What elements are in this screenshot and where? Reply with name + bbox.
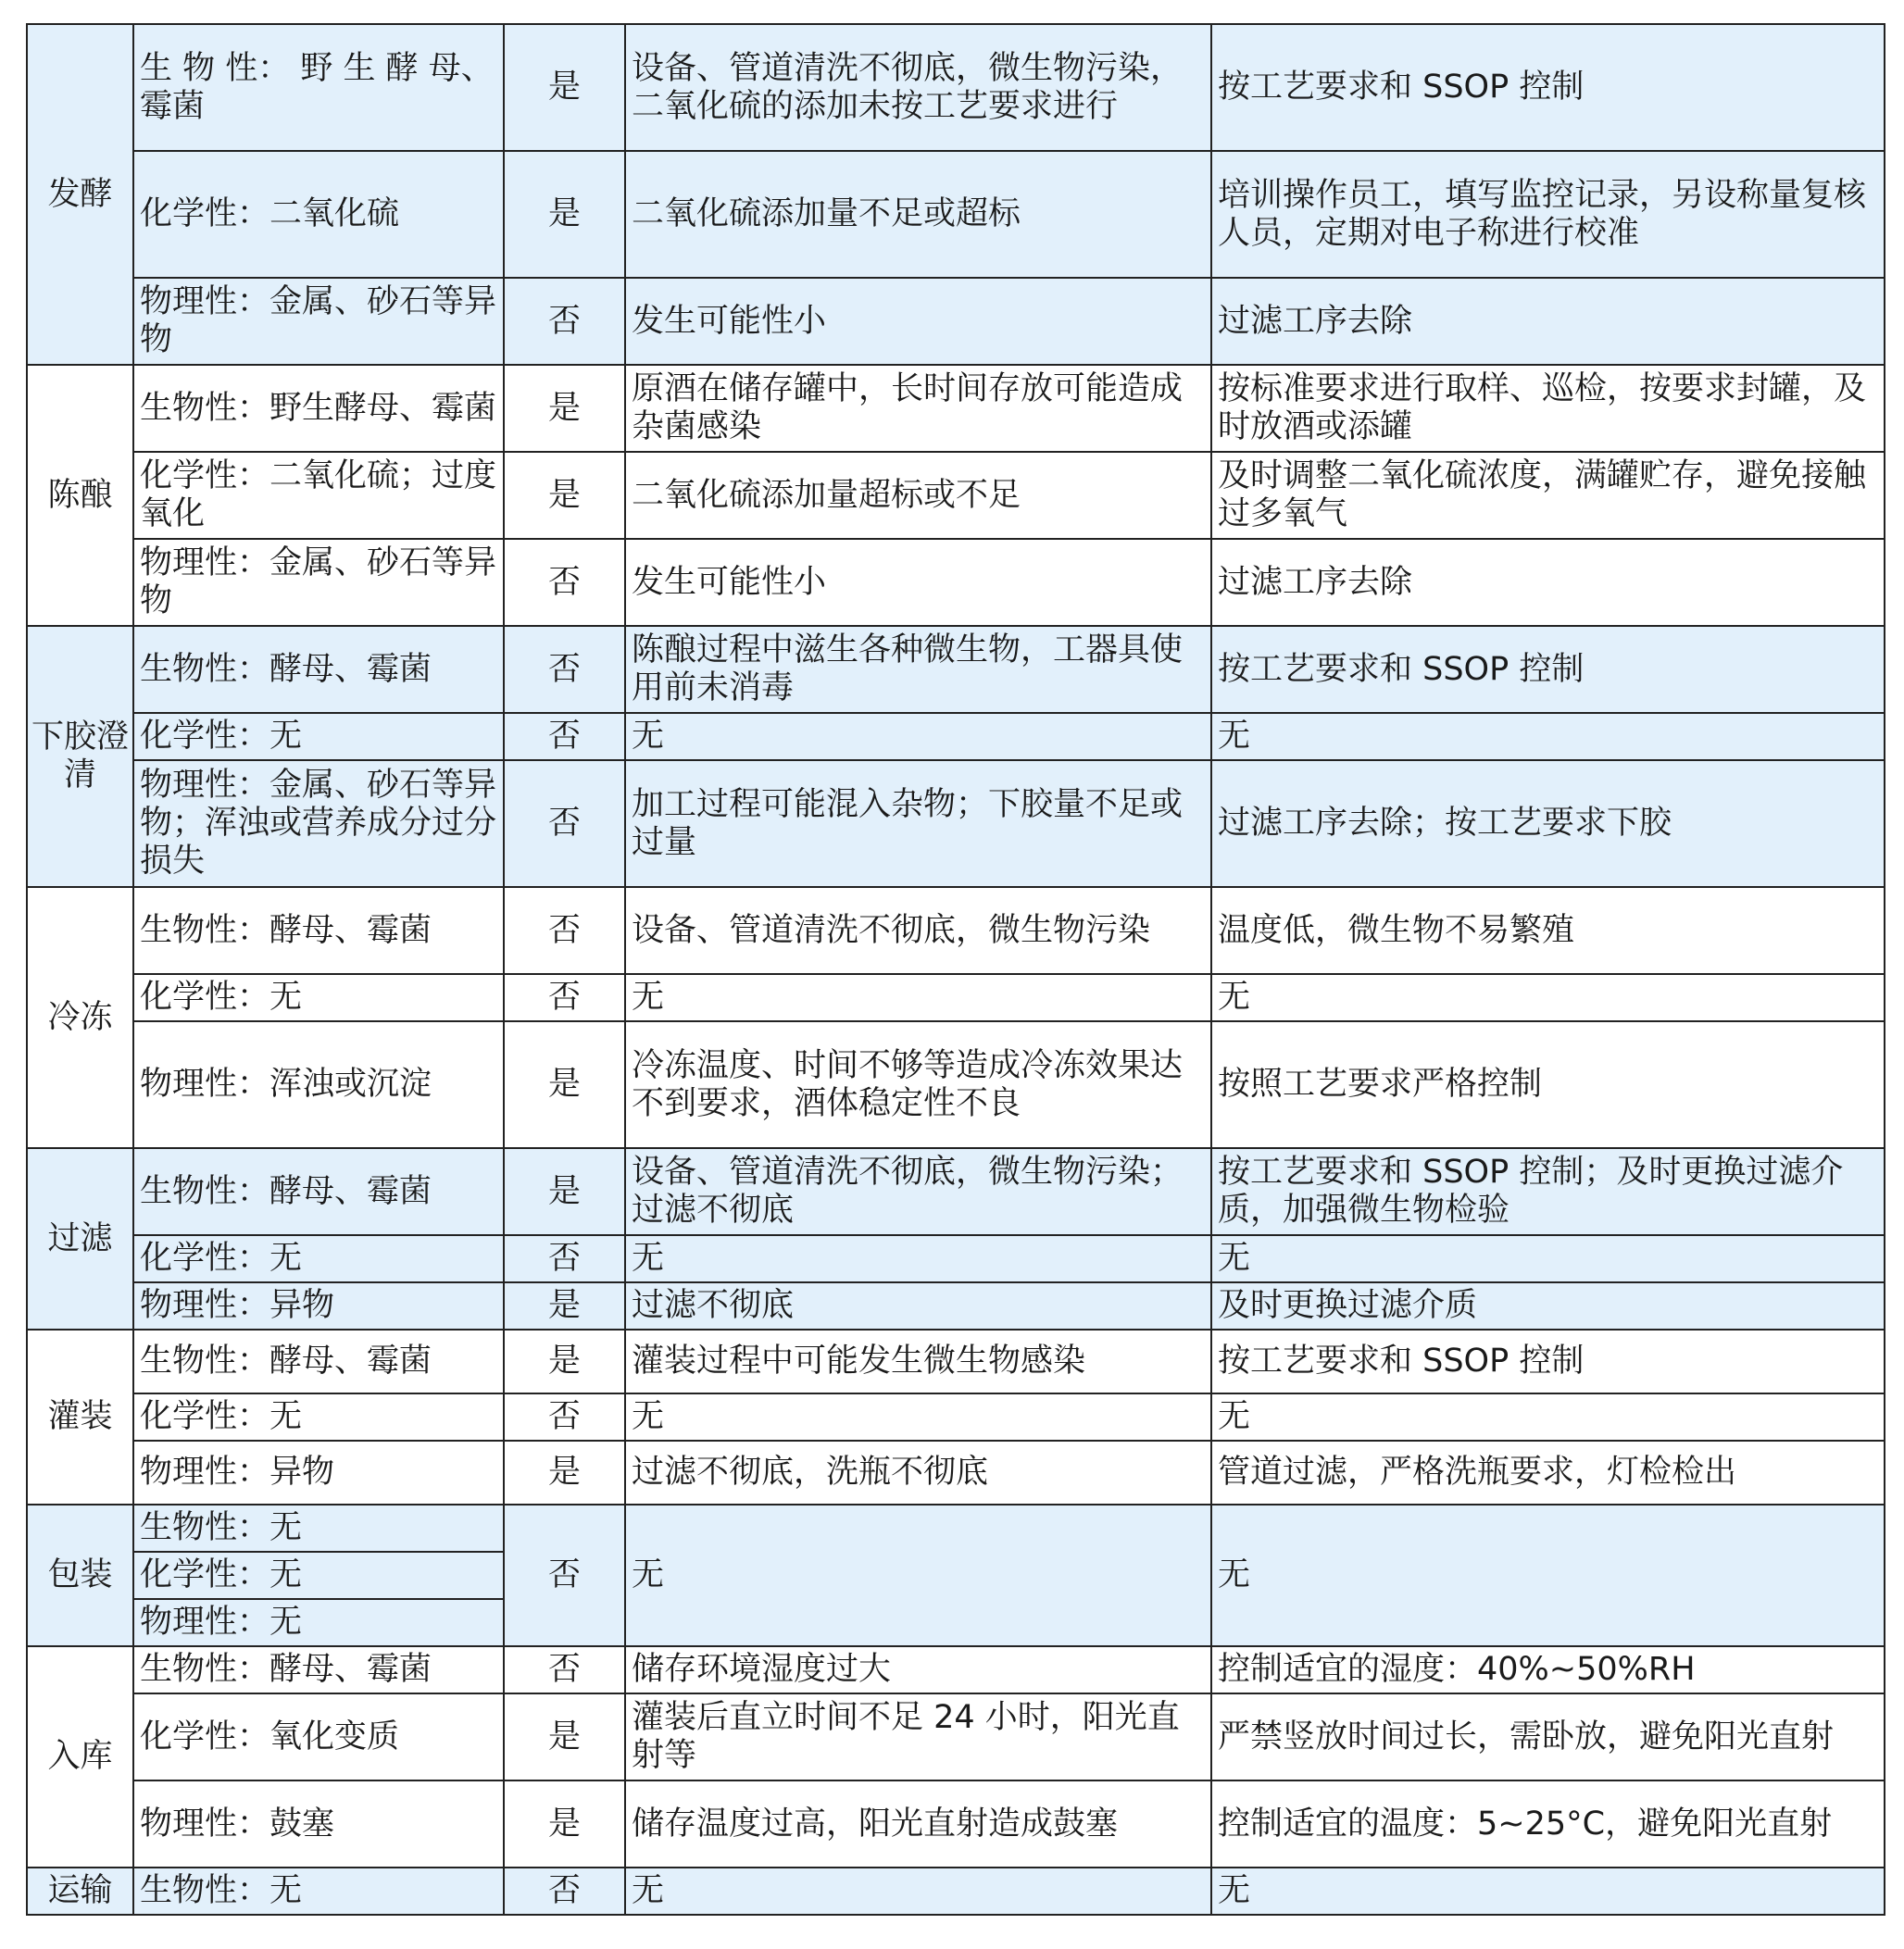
control-measure-cell: 温度低，微生物不易繁殖 [1211, 887, 1885, 974]
table-row [27, 278, 1885, 365]
control-measure-cell: 按工艺要求和 SSOP 控制 [1211, 626, 1885, 713]
hazard-cell: 生物性：酵母、霉菌 [133, 1148, 504, 1235]
reason-cell: 储存温度过高，阳光直射造成鼓塞 [625, 1780, 1211, 1868]
significance-cell: 是 [504, 24, 625, 151]
control-measure-cell: 无 [1211, 1235, 1885, 1282]
reason-cell: 灌装过程中可能发生微生物感染 [625, 1330, 1211, 1393]
significance-cell: 否 [504, 1646, 625, 1693]
control-measure-cell: 按照工艺要求严格控制 [1211, 1021, 1885, 1148]
significance-cell: 否 [504, 539, 625, 626]
reason-cell: 无 [625, 1393, 1211, 1441]
control-measure-cell: 过滤工序去除 [1211, 278, 1885, 365]
reason-cell: 冷冻温度、时间不够等造成冷冻效果达不到要求，酒体稳定性不良 [625, 1021, 1211, 1148]
hazard-cell: 生 物 性： 野 生 酵 母、霉菌 [133, 24, 504, 151]
reason-cell: 原酒在储存罐中，长时间存放可能造成杂菌感染 [625, 365, 1211, 452]
hazard-cell: 物理性：异物 [133, 1441, 504, 1505]
reason-cell: 陈酿过程中滋生各种微生物，工器具使用前未消毒 [625, 626, 1211, 713]
reason-cell: 无 [625, 974, 1211, 1021]
reason-cell: 无 [625, 1868, 1211, 1915]
control-measure-cell: 按工艺要求和 SSOP 控制 [1211, 1330, 1885, 1393]
hazard-cell: 生物性：酵母、霉菌 [133, 626, 504, 713]
hazard-cell: 生物性：酵母、霉菌 [133, 1330, 504, 1393]
control-measure-cell: 按工艺要求和 SSOP 控制；及时更换过滤介质，加强微生物检验 [1211, 1148, 1885, 1235]
process-step-cell: 陈酿 [27, 365, 133, 626]
hazard-cell: 生物性：野生酵母、霉菌 [133, 365, 504, 452]
table-row [27, 626, 1885, 713]
table-row [27, 539, 1885, 626]
process-step-cell: 过滤 [27, 1148, 133, 1330]
control-measure-cell: 过滤工序去除 [1211, 539, 1885, 626]
control-measure-cell: 无 [1211, 713, 1885, 760]
table-row [27, 452, 1885, 539]
control-measure-cell: 按工艺要求和 SSOP 控制 [1211, 24, 1885, 151]
table-row [27, 887, 1885, 974]
table-row [27, 151, 1885, 278]
significance-cell: 否 [504, 1393, 625, 1441]
table-row [27, 1868, 1885, 1915]
table-row [27, 1148, 1885, 1235]
control-measure-cell: 无 [1211, 1393, 1885, 1441]
hazard-cell: 物理性：金属、砂石等异物 [133, 539, 504, 626]
reason-cell: 储存环境湿度过大 [625, 1646, 1211, 1693]
hazard-cell: 物理性：浑浊或沉淀 [133, 1021, 504, 1148]
reason-cell: 设备、管道清洗不彻底，微生物污染；过滤不彻底 [625, 1148, 1211, 1235]
hazard-cell: 化学性：二氧化硫；过度氧化 [133, 452, 504, 539]
reason-cell: 加工过程可能混入杂物；下胶量不足或过量 [625, 760, 1211, 887]
reason-cell: 设备、管道清洗不彻底，微生物污染，二氧化硫的添加未按工艺要求进行 [625, 24, 1211, 151]
table-row [27, 760, 1885, 887]
process-step-cell: 灌装 [27, 1330, 133, 1505]
significance-cell: 是 [504, 1693, 625, 1780]
significance-cell: 否 [504, 974, 625, 1021]
process-step-cell: 冷冻 [27, 887, 133, 1148]
hazard-cell: 化学性：无 [133, 1552, 504, 1599]
control-measure-cell: 无 [1211, 974, 1885, 1021]
hazard-cell: 生物性：无 [133, 1505, 504, 1552]
control-measure-cell: 及时调整二氧化硫浓度，满罐贮存，避免接触过多氧气 [1211, 452, 1885, 539]
control-measure-cell: 无 [1211, 1505, 1885, 1646]
hazard-cell: 物理性：鼓塞 [133, 1780, 504, 1868]
hazard-cell: 化学性：氧化变质 [133, 1693, 504, 1780]
hazard-cell: 化学性：无 [133, 974, 504, 1021]
hazard-cell: 化学性：二氧化硫 [133, 151, 504, 278]
hazard-cell: 化学性：无 [133, 1235, 504, 1282]
control-measure-cell: 过滤工序去除；按工艺要求下胶 [1211, 760, 1885, 887]
control-measure-cell: 控制适宜的湿度：40%~50%RH [1211, 1646, 1885, 1693]
hazard-cell: 物理性：金属、砂石等异物 [133, 278, 504, 365]
reason-cell: 灌装后直立时间不足 24 小时，阳光直射等 [625, 1693, 1211, 1780]
significance-cell: 是 [504, 1021, 625, 1148]
table-row [27, 1282, 1885, 1330]
process-step-cell: 运输 [27, 1868, 133, 1915]
process-step-cell: 发酵 [27, 24, 133, 365]
significance-cell: 否 [504, 626, 625, 713]
control-measure-cell: 无 [1211, 1868, 1885, 1915]
table-row [27, 1235, 1885, 1282]
significance-cell: 是 [504, 1282, 625, 1330]
significance-cell: 否 [504, 278, 625, 365]
table-row [27, 1393, 1885, 1441]
significance-cell: 是 [504, 365, 625, 452]
control-measure-cell: 按标准要求进行取样、巡检，按要求封罐，及时放酒或添罐 [1211, 365, 1885, 452]
control-measure-cell: 管道过滤，严格洗瓶要求，灯检检出 [1211, 1441, 1885, 1505]
reason-cell: 无 [625, 713, 1211, 760]
hazard-cell: 生物性：酵母、霉菌 [133, 887, 504, 974]
significance-cell: 否 [504, 1505, 625, 1646]
reason-cell: 二氧化硫添加量不足或超标 [625, 151, 1211, 278]
hazard-cell: 化学性：无 [133, 713, 504, 760]
reason-cell: 设备、管道清洗不彻底，微生物污染 [625, 887, 1211, 974]
significance-cell: 否 [504, 1868, 625, 1915]
hazard-cell: 生物性：酵母、霉菌 [133, 1646, 504, 1693]
significance-cell: 是 [504, 452, 625, 539]
process-step-cell: 下胶澄清 [27, 626, 133, 887]
table-row [27, 713, 1885, 760]
table-row [27, 365, 1885, 452]
table-row [27, 24, 1885, 151]
table-body [27, 24, 1885, 1915]
table-row [27, 1505, 1885, 1552]
reason-cell: 过滤不彻底，洗瓶不彻底 [625, 1441, 1211, 1505]
process-step-cell: 入库 [27, 1646, 133, 1868]
hazard-cell: 化学性：无 [133, 1393, 504, 1441]
significance-cell: 否 [504, 760, 625, 887]
significance-cell: 是 [504, 1148, 625, 1235]
reason-cell: 发生可能性小 [625, 278, 1211, 365]
hazard-cell: 生物性：无 [133, 1868, 504, 1915]
reason-cell: 无 [625, 1505, 1211, 1646]
control-measure-cell: 严禁竖放时间过长，需卧放，避免阳光直射 [1211, 1693, 1885, 1780]
hazard-cell: 物理性：异物 [133, 1282, 504, 1330]
control-measure-cell: 培训操作员工，填写监控记录，另设称量复核人员，定期对电子称进行校准 [1211, 151, 1885, 278]
reason-cell: 过滤不彻底 [625, 1282, 1211, 1330]
significance-cell: 是 [504, 151, 625, 278]
hazard-analysis-table [26, 23, 1885, 1916]
table-row [27, 1330, 1885, 1393]
reason-cell: 二氧化硫添加量超标或不足 [625, 452, 1211, 539]
table-row [27, 1693, 1885, 1780]
control-measure-cell: 及时更换过滤介质 [1211, 1282, 1885, 1330]
significance-cell: 是 [504, 1780, 625, 1868]
hazard-cell: 物理性：金属、砂石等异物；浑浊或营养成分过分损失 [133, 760, 504, 887]
significance-cell: 否 [504, 713, 625, 760]
table-row [27, 1646, 1885, 1693]
table-row [27, 1441, 1885, 1505]
significance-cell: 否 [504, 1235, 625, 1282]
hazard-cell: 物理性：无 [133, 1599, 504, 1646]
table-row [27, 1021, 1885, 1148]
process-step-cell: 包装 [27, 1505, 133, 1646]
table-row [27, 974, 1885, 1021]
significance-cell: 否 [504, 887, 625, 974]
reason-cell: 无 [625, 1235, 1211, 1282]
table-row [27, 1780, 1885, 1868]
control-measure-cell: 控制适宜的温度：5~25°C，避免阳光直射 [1211, 1780, 1885, 1868]
significance-cell: 是 [504, 1441, 625, 1505]
reason-cell: 发生可能性小 [625, 539, 1211, 626]
significance-cell: 是 [504, 1330, 625, 1393]
